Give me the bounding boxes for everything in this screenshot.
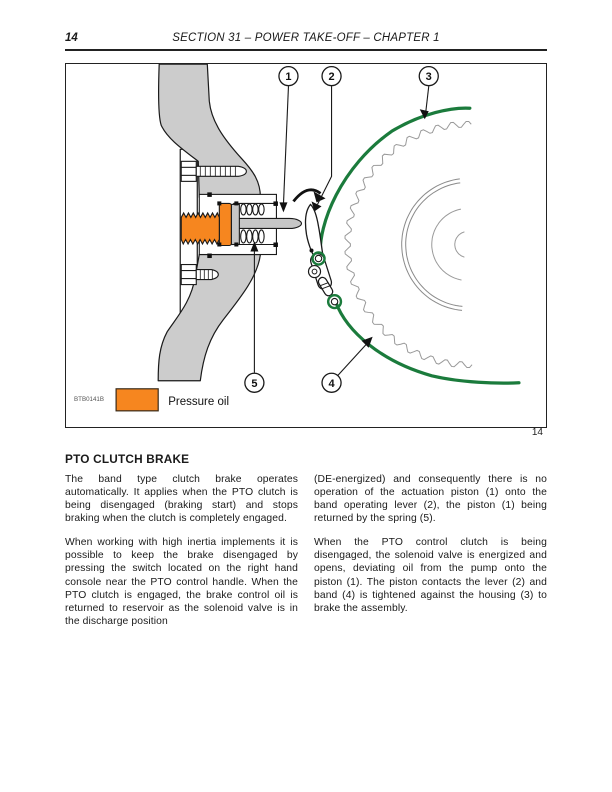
right-column	[314, 473, 547, 639]
figure-page-number: 14	[531, 427, 543, 438]
pto-brake-diagram	[66, 64, 546, 427]
left-column	[65, 473, 298, 639]
pto-brake-figure	[65, 63, 547, 428]
callout-4-label: 4	[328, 377, 335, 390]
band-upper-run	[320, 108, 470, 256]
lever-dot	[310, 249, 314, 253]
pressure-oil-passage	[181, 213, 219, 244]
callout-2	[322, 67, 341, 86]
piston-rod	[234, 218, 301, 228]
drum-shaft-circle	[455, 232, 465, 257]
callout-4	[322, 373, 341, 392]
brake-drum	[345, 121, 472, 367]
callout-3	[419, 67, 438, 86]
paragraph: When the PTO control clutch is being disengaged, the solenoid valve is energized and opens, deviating oil from the pump onto the piston (1). The piston contacts the lever (2) and band (4) is tightened against the housing (3) to brake the assembly.	[314, 537, 547, 614]
header-rule	[65, 49, 547, 51]
legend-swatch-pressure-oil	[116, 389, 158, 411]
paragraph: The band type clutch brake operates automatically. It applies when the PTO clutch is being disengaged (braking start) and stops braking when the clutch is completely engaged.	[65, 474, 298, 525]
piston-plate-orange	[219, 203, 231, 245]
figure-legend	[74, 389, 229, 411]
page-header	[65, 32, 547, 48]
paragraph: (DE-energized) and consequently there is no operation of the actuation piston (1) onto the band operating lever (2), the piston (1) being returned by the spring (5).	[314, 474, 547, 525]
callout-5-label: 5	[251, 377, 258, 390]
section-heading: PTO CLUTCH BRAKE	[65, 452, 190, 466]
paragraph: When working with high inertia implements it is possible to keep the brake disengaged by pressing the switch located on the right hand console near the PTO control handle. When the PTO clutch is engaged, the brake control oil is returned to reservoir as the solenoid valve is in the discharge position	[65, 537, 298, 627]
drum-hub-circle	[432, 209, 462, 280]
header-page-number: 14	[65, 32, 78, 44]
lever-pivot-center	[312, 269, 317, 274]
drum-teeth	[345, 121, 472, 367]
callout-2-label: 2	[328, 71, 335, 84]
two-column-text	[65, 473, 547, 639]
callout-1-label: 1	[285, 71, 292, 84]
legend-label: Pressure oil	[168, 395, 230, 408]
band-pin-lower	[331, 298, 337, 304]
band-lower-run	[336, 302, 519, 383]
drum-rim-inner	[406, 183, 463, 307]
figure-code: BTB0141B	[74, 395, 105, 403]
lever-pin-upper	[315, 255, 321, 261]
body-content	[65, 452, 547, 639]
callout-5	[245, 373, 264, 392]
callout-1	[279, 67, 298, 86]
piston-backing-plate	[231, 204, 239, 244]
callout-3-label: 3	[425, 71, 432, 84]
header-title: SECTION 31 – POWER TAKE-OFF – CHAPTER 1	[172, 32, 440, 44]
casting-upper	[159, 64, 261, 197]
